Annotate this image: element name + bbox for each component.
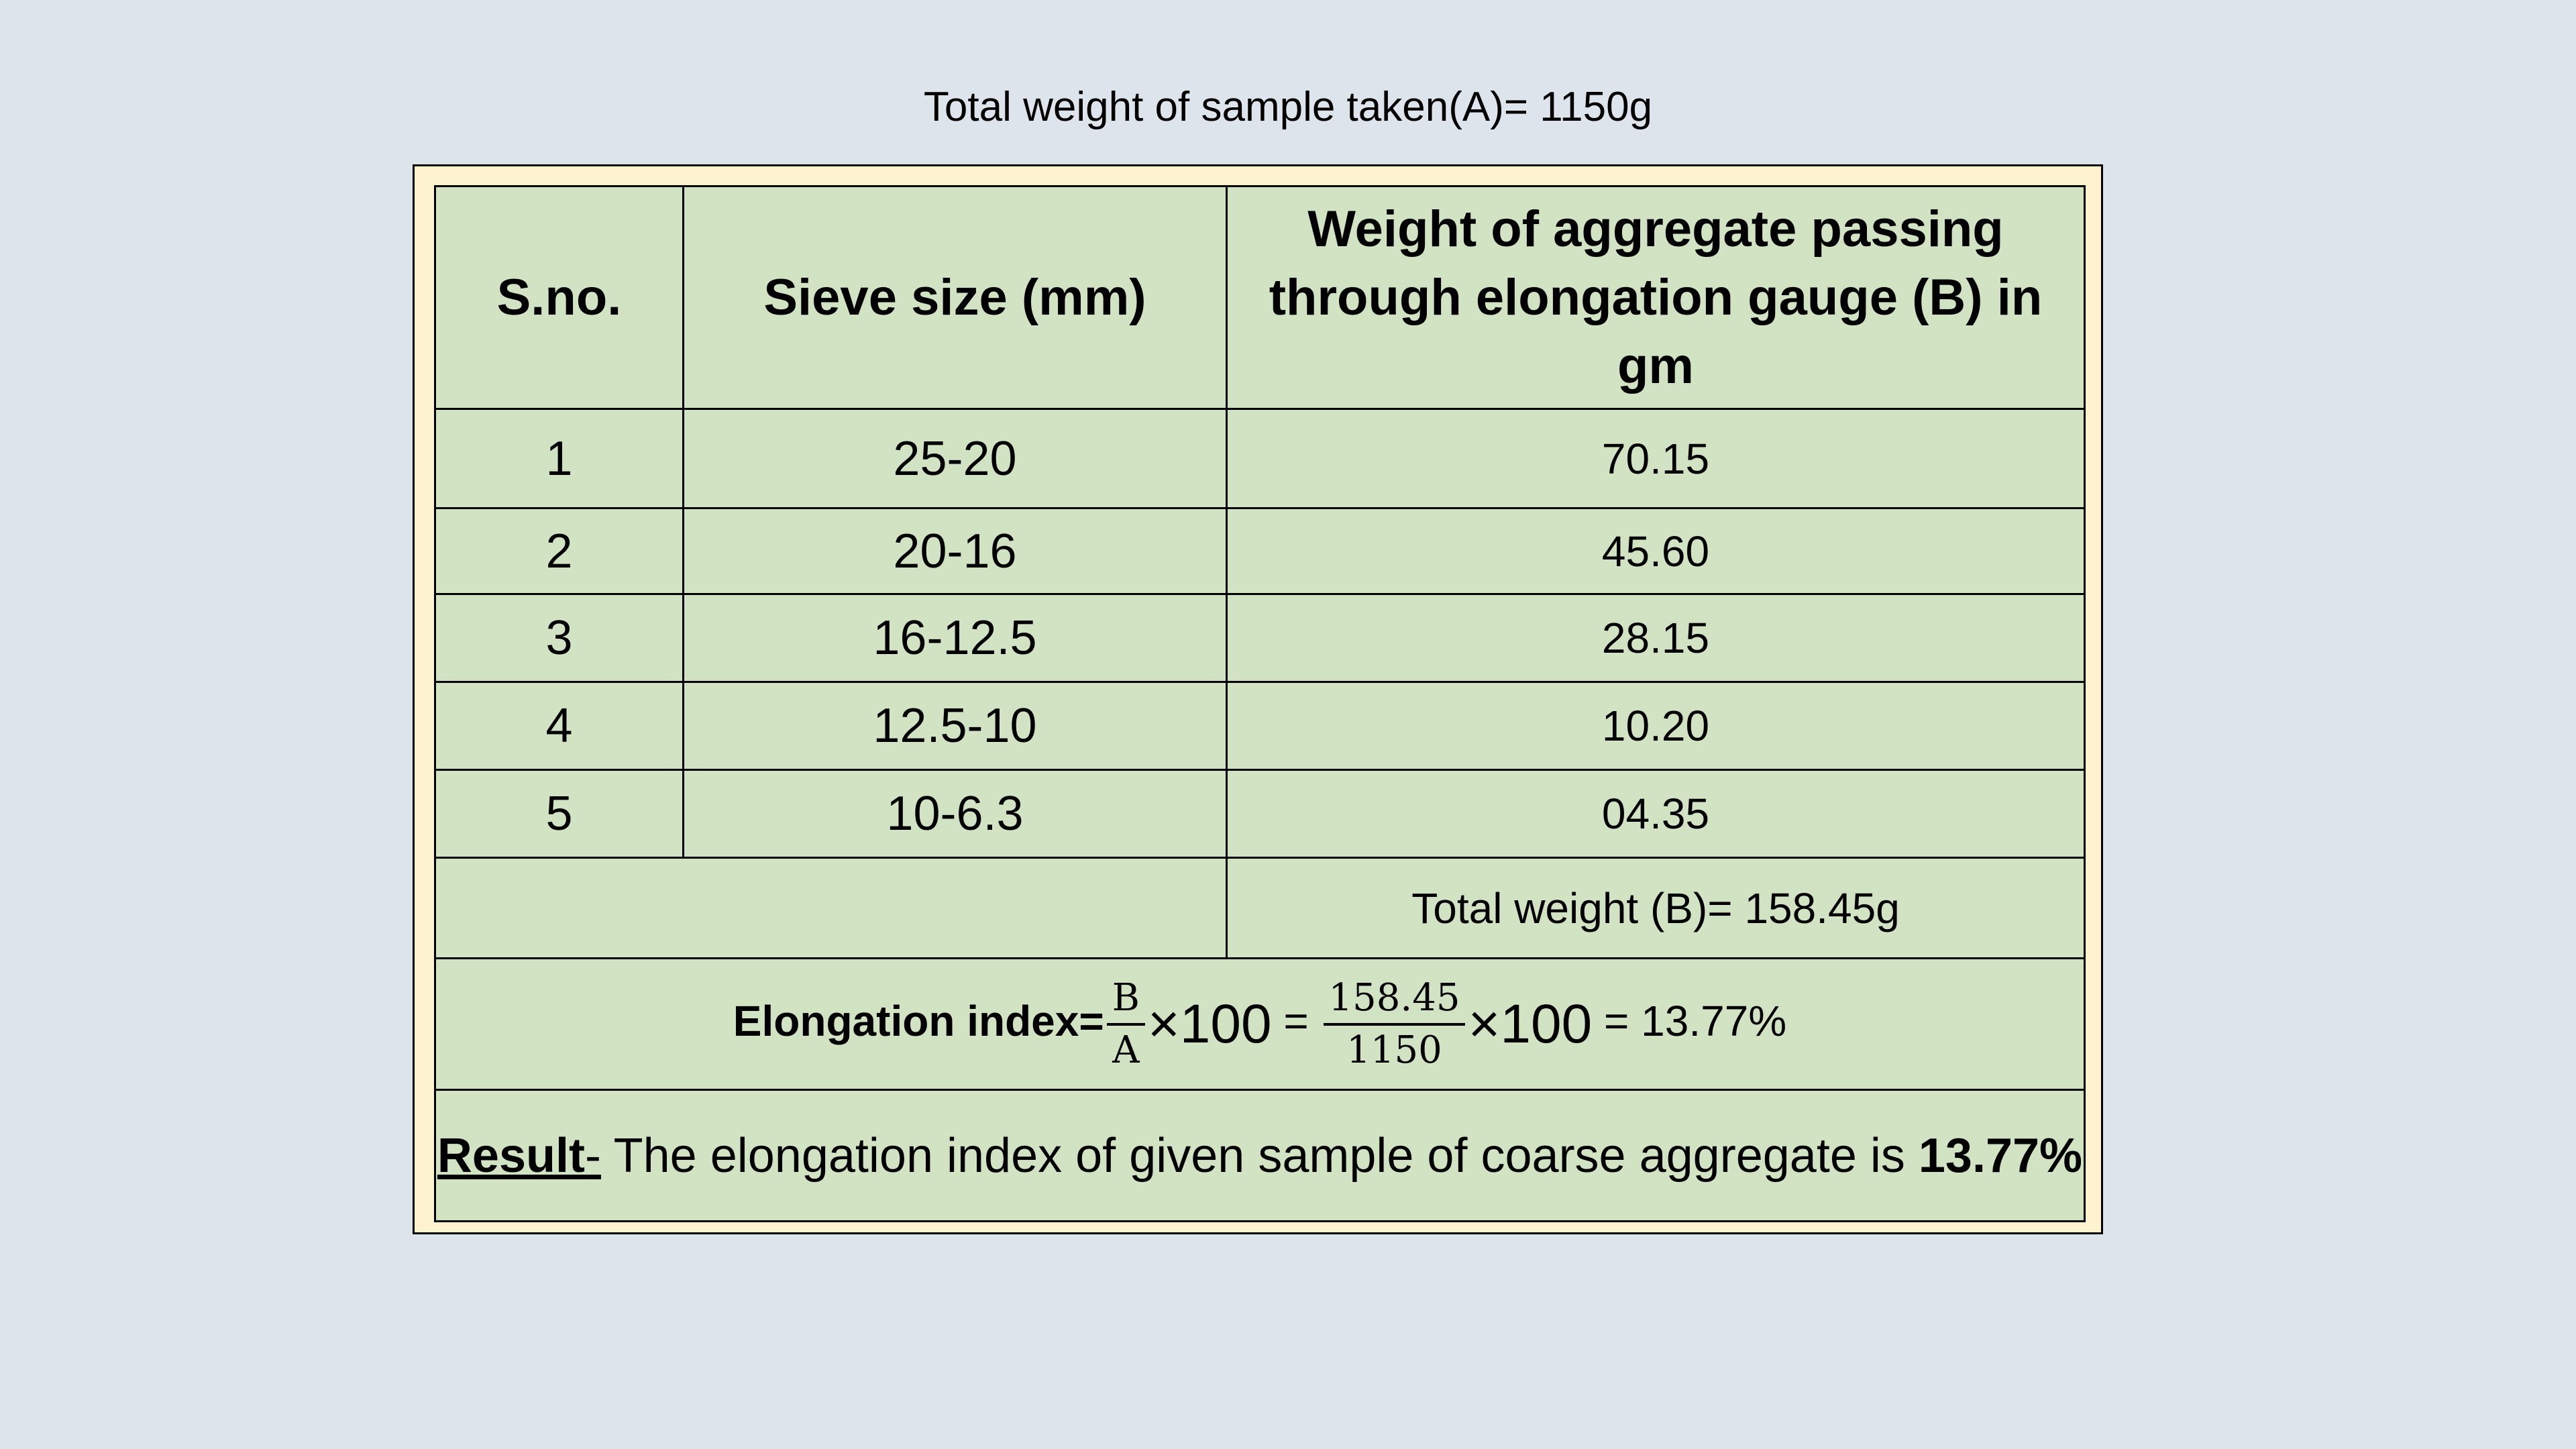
- row-sno: 3: [435, 594, 684, 682]
- row-sieve-size: 10-6.3: [684, 770, 1227, 858]
- row-sieve-size: 20-16: [684, 508, 1227, 594]
- total-blank-cell: [435, 858, 1227, 959]
- row-sieve-size: 25-20: [684, 409, 1227, 508]
- symbolic-fraction: [1107, 976, 1145, 1073]
- table-row: [435, 594, 2085, 682]
- row-sno: 4: [435, 682, 684, 770]
- row-weight: 04.35: [1227, 770, 2085, 858]
- table-frame: [413, 164, 2103, 1234]
- row-weight: 10.20: [1227, 682, 2085, 770]
- row-sieve-size: 16-12.5: [684, 594, 1227, 682]
- result-dash: -: [584, 1128, 601, 1183]
- row-weight: 28.15: [1227, 594, 2085, 682]
- multiplier: 100: [1179, 993, 1272, 1055]
- table-row: [435, 770, 2085, 858]
- fraction-denominator-value: 1150: [1346, 1028, 1442, 1072]
- result-text: The elongation index of given sample of coarse aggregate is: [600, 1128, 1919, 1183]
- total-weight: Total weight (B)= 158.45g: [1227, 858, 2085, 959]
- result-row: [435, 1090, 2085, 1222]
- fraction-numerator-b: B: [1107, 976, 1145, 1026]
- fraction-denominator-a: A: [1112, 1028, 1140, 1072]
- row-sieve-size: 12.5-10: [684, 682, 1227, 770]
- numeric-fraction: [1324, 976, 1466, 1073]
- result-value: 13.77%: [1918, 1128, 2083, 1183]
- total-row: [435, 858, 2085, 959]
- equals-sign: =: [1283, 996, 1309, 1045]
- elongation-index-table: [434, 185, 2086, 1222]
- formula-label: Elongation index=: [733, 996, 1104, 1045]
- times-symbol: ×: [1147, 993, 1180, 1055]
- formula-row: [435, 959, 2085, 1090]
- table-row: [435, 508, 2085, 594]
- fraction-numerator-value: 158.45: [1324, 976, 1466, 1026]
- result-label: Result: [437, 1128, 585, 1183]
- row-sno: 1: [435, 409, 684, 508]
- sample-weight-heading: Total weight of sample taken(A)= 1150g: [923, 84, 1653, 130]
- table-row: [435, 682, 2085, 770]
- row-weight: 70.15: [1227, 409, 2085, 508]
- result-statement: [435, 1090, 2085, 1222]
- formula-result: = 13.77%: [1603, 996, 1787, 1045]
- elongation-index-formula: [435, 959, 2085, 1090]
- row-sno: 5: [435, 770, 684, 858]
- multiplier: 100: [1500, 993, 1593, 1055]
- table-row: [435, 409, 2085, 508]
- header-weight: Weight of aggregate passing through elongation gauge (B) in gm: [1227, 186, 2085, 409]
- table-header-row: [435, 186, 2085, 409]
- row-weight: 45.60: [1227, 508, 2085, 594]
- header-sno: S.no.: [435, 186, 684, 409]
- row-sno: 2: [435, 508, 684, 594]
- times-symbol: ×: [1468, 993, 1501, 1055]
- header-sieve-size: Sieve size (mm): [684, 186, 1227, 409]
